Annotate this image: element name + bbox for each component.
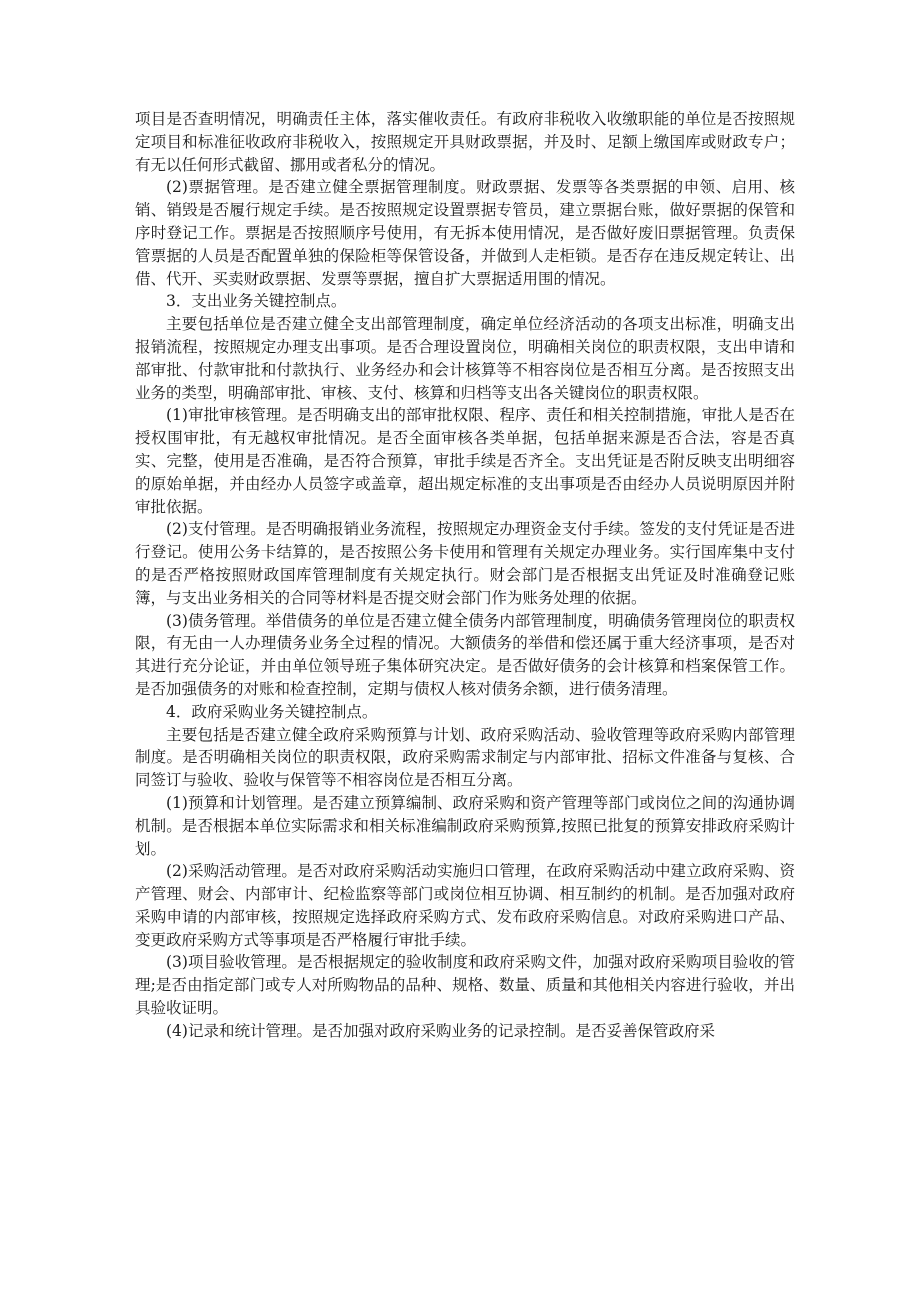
paragraph-expenditure-overview: 主要包括单位是否建立健全支出部管理制度，确定单位经济活动的各项支出标准，明确支出报销流程，按照规定办理支出事项。是否合理设置岗位，明确相关岗位的职责权限，支出申请和部审批、付款审批和付款执行、业务经办和会计核算等不相容岗位是否相互分离。是否按照支出业务的类型，明确部审批、审核、支付、核算和归档等支出各关键岗位的职责权限。 bbox=[135, 315, 795, 402]
paragraph-debt-management: (3)债务管理。举借债务的单位是否建立健全债务内部管理制度，明确债务管理岗位的职责权限，有无由一人办理债务业务全过程的情况。大额债务的举借和偿还属于重大经济事项，是否对其进行充分论证，并由单位领导班子集体研究决定。是否做好债务的会计核算和档案保管工作。是否加强债务的对账和检查控制，定期与债权人核对债务余额，进行债务清理。 bbox=[135, 611, 795, 698]
paragraph-records-statistics: (4)记录和统计管理。是否加强对政府采购业务的记录控制。是否妥善保管政府采 bbox=[166, 1021, 715, 1040]
document-page bbox=[135, 108, 795, 1043]
section-heading-procurement: 4．政府采购业务关键控制点。 bbox=[166, 702, 378, 721]
section-heading-expenditure: 3．支出业务关键控制点。 bbox=[166, 292, 347, 311]
paragraph-approval-review: (1)审批审核管理。是否明确支出的部审批权限、程序、责任和相关控制措施，审批人是否在授权围审批，有无越权审批情况。是否全面审核各类单据，包括单据来源是否合法，容是否真实、完整，使用是否准确，是否符合预算，审批手续是否齐全。支出凭证是否附反映支出明细容的原始单据，并由经办人员签字或盖章，超出规定标准的支出事项是否由经办人员说明原因并附审批依据。 bbox=[135, 406, 795, 516]
paragraph-nontax-revenue: 项目是否查明情况，明确责任主体，落实催收责任。有政府非税收入收缴职能的单位是否按照规定项目和标准征收政府非税收入，按照规定开具财政票据，并及时、足额上缴国库或财政专户；有无以任何形式截留、挪用或者私分的情况。 bbox=[135, 110, 795, 174]
paragraph-procurement-activity: (2)采购活动管理。是否对政府采购活动实施归口管理，在政府采购活动中建立政府采购、资产管理、财会、内部审计、纪检监察等部门或岗位相互协调、相互制约的机制。是否加强对政府采购申请的内部审核，按照规定选择政府采购方式、发布政府采购信息。对政府采购进口产品、变更政府采购方式等事项是否严格履行审批手续。 bbox=[135, 862, 795, 949]
paragraph-bill-management: (2)票据管理。是否建立健全票据管理制度。财政票据、发票等各类票据的申领、启用、核销、销毁是否履行规定手续。是否按照规定设置票据专管员，建立票据台账，做好票据的保管和序时登记工作。票据是否按照顺序号使用，有无拆本使用情况，是否做好废旧票据管理。负责保管票据的人员是否配置单独的保险柜等保管设备，并做到人走柜锁。是否存在违反规定转让、出借、代开、买卖财政票据、发票等票据，擅自扩大票据适用围的情况。 bbox=[135, 178, 795, 288]
paragraph-project-acceptance: (3)项目验收管理。是否根据规定的验收制度和政府采购文件，加强对政府采购项目验收的管理;是否由指定部门或专人对所购物品的品种、规格、数量、质量和其他相关内容进行验收，并出具验收证明。 bbox=[135, 953, 795, 1018]
paragraph-procurement-overview: 主要包括是否建立健全政府采购预算与计划、政府采购活动、验收管理等政府采购内部管理制度。是否明确相关岗位的职责权限，政府采购需求制定与内部审批、招标文件准备与复核、合同签订与验收、验收与保管等不相容岗位是否相互分离。 bbox=[135, 725, 795, 790]
paragraph-payment-management: (2)支付管理。是否明确报销业务流程，按照规定办理资金支付手续。签发的支付凭证是否进行登记。使用公务卡结算的，是否按照公务卡使用和管理有关规定办理业务。实行国库集中支付的是否严格按照财政国库管理制度有关规定执行。财会部门是否根据支出凭证及时准确登记账簿，与支出业务相关的合同等材料是否提交财会部门作为账务处理的依据。 bbox=[135, 520, 795, 607]
paragraph-budget-plan: (1)预算和计划管理。是否建立预算编制、政府采购和资产管理等部门或岗位之间的沟通协调机制。是否根据本单位实际需求和相关标准编制政府采购预算,按照已批复的预算安排政府采购计划。 bbox=[135, 793, 795, 858]
